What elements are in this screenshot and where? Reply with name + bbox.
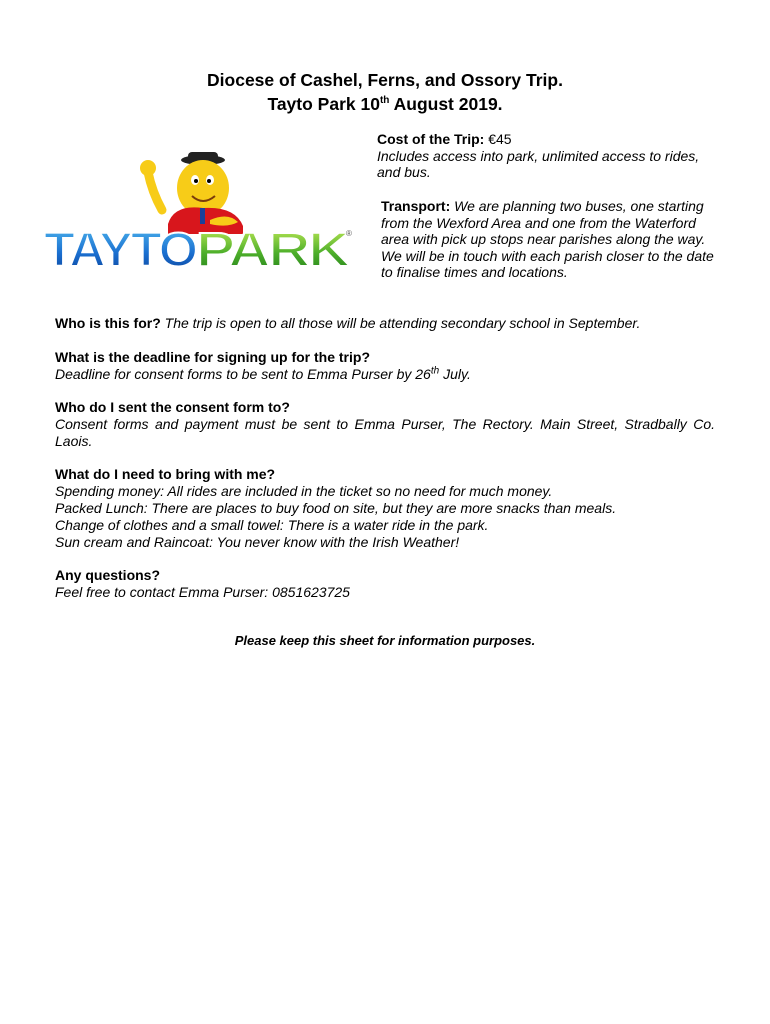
consent-section [55,399,715,450]
contact-line: Feel free to contact Emma Purser: 0851623725 [55,584,350,600]
cost-value: €45 [484,131,512,147]
questions-heading: Any questions? [55,567,161,583]
svg-text:TAYTO: TAYTO [44,224,197,272]
consent-answer: Consent forms and payment must be sent to Emma Purser, The Rectory. Main Street, Stradbally Co. Laois. [55,416,715,449]
cost-note: Includes access into park, unlimited access to rides, and bus. [377,147,700,180]
deadline-question: What is the deadline for signing up for the trip? [55,349,370,365]
who-answer: The trip is open to all those will be attending secondary school in September. [160,315,641,331]
document-subtitle: Tayto Park 10th August 2019. [267,94,503,114]
questions-section [55,567,715,601]
cost-label: Cost of the Trip: [377,131,485,147]
svg-text:PARK: PARK [196,224,351,272]
list-item: Change of clothes and a small towel: There is a water ride in the park. [55,517,489,533]
list-item: Packed Lunch: There are places to buy food on site, but they are more snacks than meals. [55,500,617,516]
mascot-icon [140,152,243,234]
who-question: Who is this for? [55,315,161,331]
footer-note: Please keep this sheet for information purposes. [234,633,536,648]
bring-question: What do I need to bring with me? [55,466,276,482]
who-section [55,315,715,332]
transport-text: We are planning two buses, one starting from the Wexford Area and one from the Waterford area with pick up stops near parishes along the way. We will be in touch with each parish closer to the date to finalise times and locations. [381,198,714,280]
bring-section [55,466,715,551]
document-title: Diocese of Cashel, Ferns, and Ossory Trip. [207,70,563,90]
list-item: Sun cream and Raincoat: You never know with the Irish Weather! [55,534,460,550]
deadline-answer: Deadline for consent forms to be sent to Emma Purser by 26th July. [55,365,471,382]
list-item: Spending money: All rides are included in the ticket so no need for much money. [55,483,553,499]
transport-section [381,198,721,281]
transport-label: Transport: [381,198,451,214]
svg-text:®: ® [346,229,352,238]
deadline-section [55,349,715,383]
consent-question: Who do I sent the consent form to? [55,399,290,415]
tayto-park-logo [40,150,360,272]
cost-section [377,131,717,181]
